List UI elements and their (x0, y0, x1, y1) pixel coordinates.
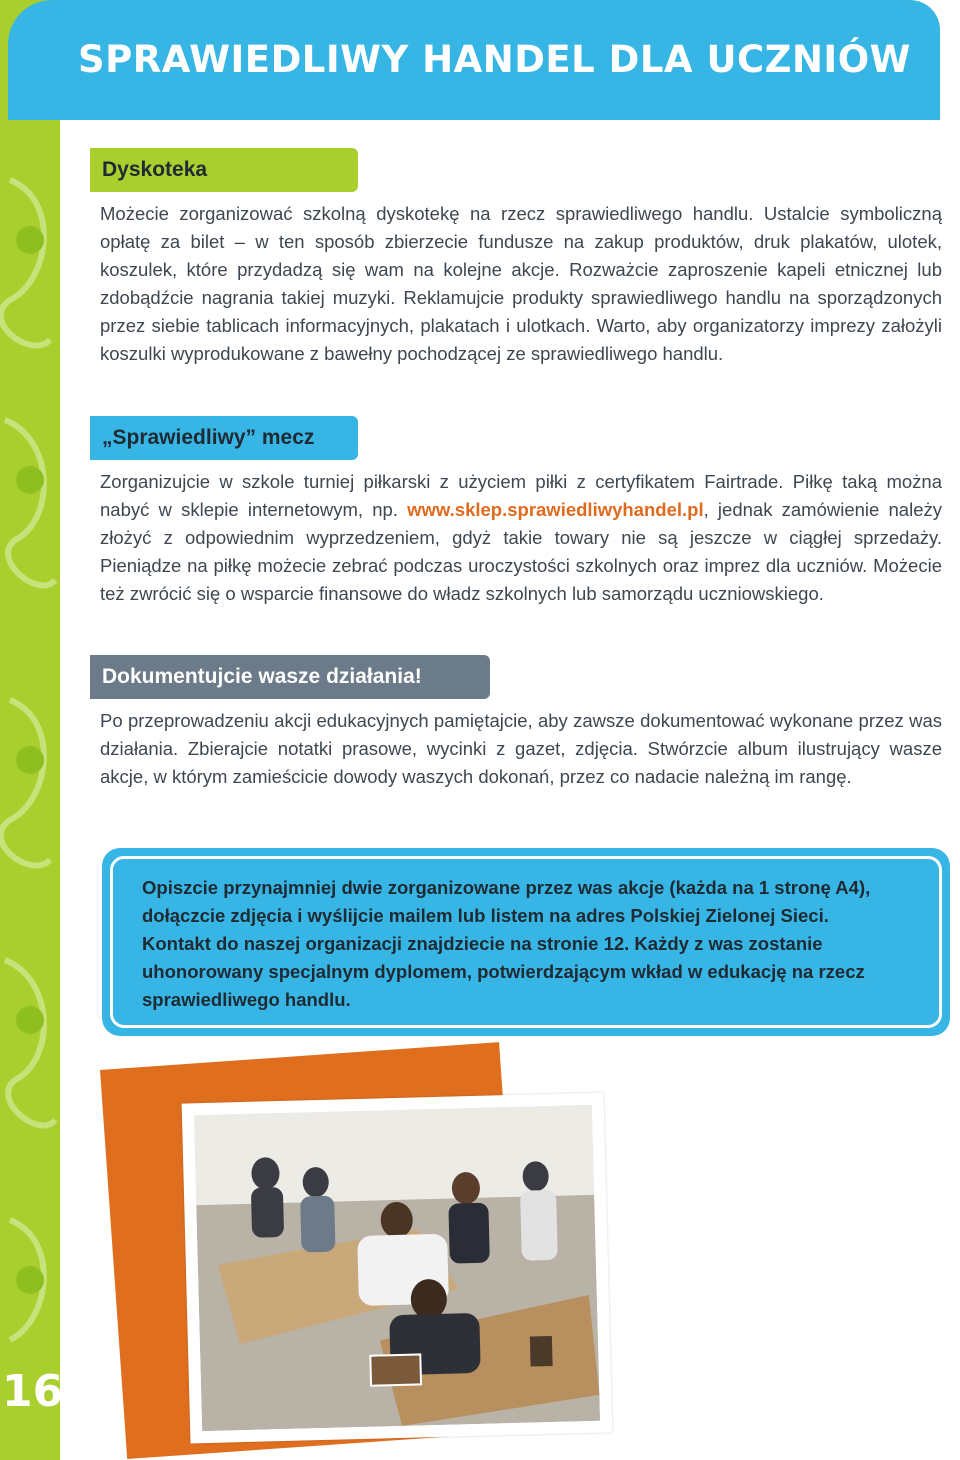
match-text-before: Zorganizujcie w szkole turniej piłkarski z użyciem piłki z certyfikatem Fairtrade. Piłkę taką można nabyć w sklepie internetowym, np. (100, 471, 942, 520)
classroom-photo (182, 1093, 613, 1444)
match-text-after: , jednak zamówienie należy złożyć z odpowiednim wyprzedzeniem, gdyż takie towary nie są jeszcze w ciągłej sprzedaży. Pieniądze na piłkę możecie zebrać podczas uroczystości szkolnych oraz imprez dla uczniów. Możecie też zwrócić się o wsparcie finansowe do władz szkolnych lub samorządu uczniowskiego. (100, 499, 942, 604)
section-body-match (100, 468, 942, 608)
students-photo-icon (194, 1105, 600, 1431)
section-heading-match: „Sprawiedliwy” mecz (90, 416, 358, 460)
section-body-disco: Możecie zorganizować szkolną dyskotekę na rzecz sprawiedliwego handlu. Ustalcie symboliczną opłatę za bilet – w ten sposób zbierzecie fundusze na zakup produktów, druk plakatów, ulotek, koszulek, które przydadzą się wam na kolejne akcje. Rozważcie zaproszenie kapeli etnicznej lub zdobądźcie nagrania takiej muzyki. Reklamujcie produkty sprawiedliwego handlu na sporządzonych przez siebie tablicach informacyjnych, plakatach i ulotkach. Warto, aby organizatorzy imprezy założyli koszulki wyprodukowane z bawełny pochodzącej ze sprawiedliwego handlu. (100, 203, 942, 364)
callout-text: Opiszcie przynajmniej dwie zorganizowane przez was akcje (każda na 1 stronę A4), dołączcie zdjęcia i wyślijcie mailem lub listem na adres Polskiej Zielonej Sieci. Kontakt do naszej organizacji znajdziecie na stronie 12. Każdy z was zostanie uhonorowany specjalnym dyplomem, potwierdzającym wkład w edukację na rzecz sprawiedliwego handlu. (142, 877, 871, 1010)
section-heading-disco: Dyskoteka (90, 148, 358, 192)
page-title: SPRAWIEDLIWY HANDEL DLA UCZNIÓW (78, 38, 911, 81)
section-heading-document: Dokumentujcie wasze działania! (90, 655, 490, 699)
page-number: 16 (2, 1366, 64, 1417)
side-decoration (0, 0, 60, 1460)
callout-box (102, 848, 950, 1036)
section-body-document: Po przeprowadzeniu akcji edukacyjnych pamiętajcie, aby zawsze dokumentować wykonane przez was działania. Zbierajcie notatki prasowe, wycinki z gazet, zdjęcia. Stwórzcie album ilustrujący wasze akcje, w którym zamieścicie dowody waszych dokonań, przez co nadacie należną im rangę. (100, 710, 942, 787)
shop-link[interactable]: www.sklep.sprawiedliwyhandel.pl (407, 499, 704, 520)
swirl-pattern-icon (0, 0, 60, 1460)
